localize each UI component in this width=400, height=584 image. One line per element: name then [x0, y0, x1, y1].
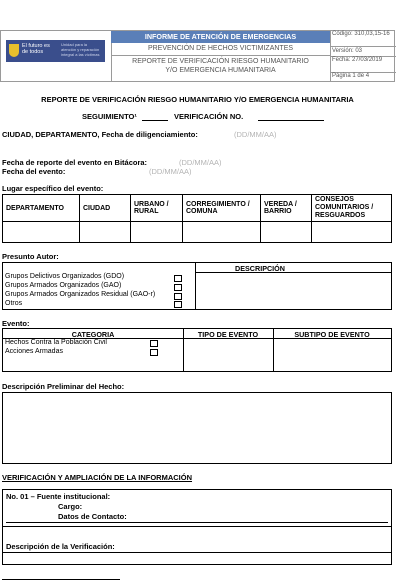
evento-date-field[interactable]: (DD/MM/AA): [149, 167, 192, 176]
cell-consejos[interactable]: [312, 222, 392, 243]
document-header: [0, 30, 395, 82]
coat-of-arms-icon: [9, 44, 19, 57]
autor-checkbox-gao[interactable]: [174, 284, 182, 291]
cell-ciudad[interactable]: [80, 222, 131, 243]
autor-option-gdo: Grupos Delictivos Organizados (GDO): [5, 273, 125, 280]
header-doc-name-line1: REPORTE DE VERIFICACIÓN RIESGO HUMANITARIO: [132, 58, 309, 65]
descripcion-label: Descripción Preliminar del Hecho:: [2, 382, 125, 391]
seguimiento-label: SEGUIMIENTO¹: [82, 112, 137, 121]
autor-label: Presunto Autor:: [2, 252, 59, 261]
evento-col-tipo: TIPO DE EVENTO: [197, 330, 259, 339]
header-subtitle: PREVENCIÓN DE HECHOS VICTIMIZANTES: [147, 45, 294, 52]
autor-checkbox-gaor[interactable]: [174, 293, 182, 300]
autor-option-otros: Otros: [5, 300, 23, 307]
city-label: CIUDAD, DEPARTAMENTO, Fecha de diligenciamiento:: [2, 130, 198, 139]
verificacion-no-label: VERIFICACIÓN NO.: [174, 112, 244, 121]
cell-urbano-rural[interactable]: [131, 222, 183, 243]
doc-version: Versión: 03: [332, 48, 363, 54]
descripcion-verificacion-label: Descripción de la Verificación:: [6, 542, 115, 551]
logo-agency-name: Unidad para la atención y reparación integral a las víctimas: [61, 42, 100, 57]
location-table: [2, 194, 392, 243]
autor-checkbox-otros[interactable]: [174, 301, 182, 308]
logo-slogan: El futuro es de todos: [22, 43, 50, 55]
fuente-label: No. 01 – Fuente institucional:: [6, 492, 111, 501]
evento-option-armadas: Acciones Armadas: [5, 348, 63, 355]
evento-checkbox-armadas[interactable]: [150, 349, 158, 356]
col-consejos: CONSEJOS COMUNITARIOS / RESGUARDOS: [312, 195, 392, 222]
evento-col-categoria: CATEGORIA: [71, 330, 115, 339]
cell-corregimiento[interactable]: [183, 222, 261, 243]
header-title: INFORME DE ATENCIÓN DE EMERGENCIAS: [111, 31, 330, 43]
location-label: Lugar específico del evento:: [2, 184, 104, 193]
doc-code: Código: 310,03,15-16: [332, 31, 390, 37]
logo-cell: [1, 31, 112, 81]
bitacora-label: Fecha de reporte del evento en Bitácora:: [2, 158, 148, 167]
autor-option-gao: Grupos Armados Organizados (GAO): [5, 282, 122, 289]
doc-page: Página 1 de 4: [332, 73, 370, 79]
evento-label: Evento:: [2, 319, 30, 328]
contacto-label: Datos de Contacto:: [58, 512, 127, 521]
autor-option-gaor: Grupos Armados Organizados Residual (GAO-r): [5, 291, 156, 298]
col-departamento: DEPARTAMENTO: [3, 195, 80, 222]
col-ciudad: CIUDAD: [80, 195, 131, 222]
cell-departamento[interactable]: [3, 222, 80, 243]
footnote-separator: [2, 579, 120, 580]
autor-description-header: DESCRIPCIÓN: [235, 264, 285, 273]
evento-option-civil: Hechos Contra la Población Civil: [5, 339, 107, 346]
seguimiento-field[interactable]: [142, 120, 168, 121]
contacto-field[interactable]: [6, 522, 388, 523]
evento-col-subtipo: SUBTIPO DE EVENTO: [294, 330, 370, 339]
report-title: REPORTE DE VERIFICACIÓN RIESGO HUMANITARIO Y/O EMERGENCIA HUMANITARIA: [41, 95, 354, 104]
header-meta-cell: [330, 31, 396, 81]
header-doc-name-line2: Y/O EMERGENCIA HUMANITARIA: [165, 67, 276, 74]
verificacion-section-title: VERIFICACIÓN Y AMPLIACIÓN DE LA INFORMACIÓN: [2, 473, 193, 482]
cargo-label: Cargo:: [58, 502, 83, 511]
doc-date: Fecha: 27/03/2019: [332, 57, 383, 63]
autor-checkbox-gdo[interactable]: [174, 275, 182, 282]
verificacion-no-field[interactable]: [258, 120, 324, 121]
institution-logo: [6, 40, 105, 62]
city-date-field[interactable]: (DD/MM/AA): [234, 130, 277, 139]
col-vereda: VEREDA / BARRIO: [261, 195, 312, 222]
cell-vereda[interactable]: [261, 222, 312, 243]
evento-date-label: Fecha del evento:: [2, 167, 66, 176]
bitacora-date-field[interactable]: (DD/MM/AA): [179, 158, 222, 167]
evento-checkbox-civil[interactable]: [150, 340, 158, 347]
header-title-cell: [111, 31, 331, 81]
col-corregimiento: CORREGIMIENTO / COMUNA: [183, 195, 261, 222]
descripcion-textarea[interactable]: [2, 392, 392, 464]
col-urbano-rural: URBANO / RURAL: [131, 195, 183, 222]
